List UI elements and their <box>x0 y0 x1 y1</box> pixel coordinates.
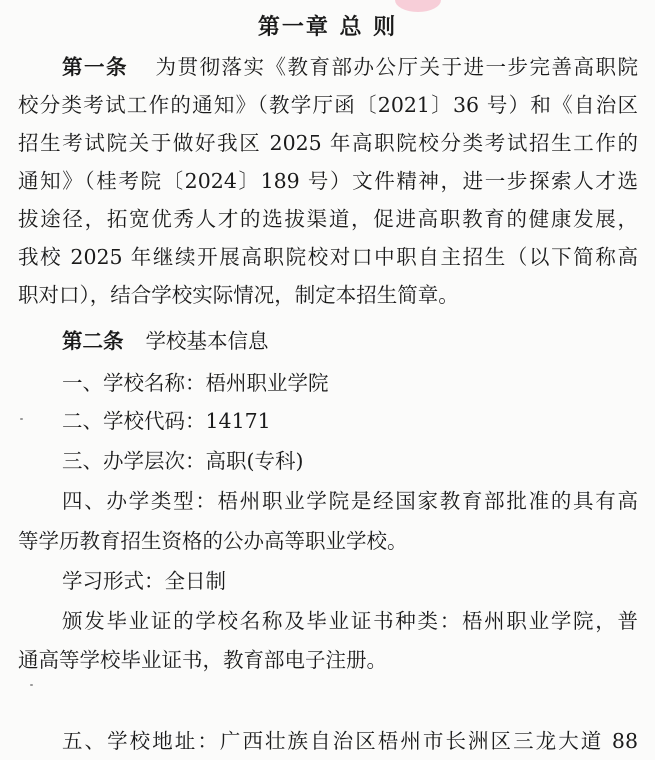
item-certificate-line-1: 颁发毕业证的学校名称及毕业证书种类：梧州职业学院，普 <box>62 609 638 633</box>
article2-label: 第二条 <box>62 329 124 353</box>
scan-speck <box>20 418 23 420</box>
article1-line-3: 招生考试院关于做好我区 2025 年高职院校分类考试招生工作的 <box>18 131 638 155</box>
item-certificate-line-2: 通高等学校毕业证书，教育部电子注册。 <box>18 648 387 672</box>
item-school-type-line-2: 等学历教育招生资格的公办高等职业学校。 <box>18 529 408 553</box>
article2-title: 学校基本信息 <box>145 329 269 353</box>
article1-label: 第一条 <box>62 55 128 79</box>
scan-speck <box>30 684 33 686</box>
article2-heading <box>62 326 638 356</box>
article1-text: 为贯彻落实《教育部办公厅关于进一步完善高职院 <box>154 55 638 79</box>
article1-line-1 <box>62 52 638 82</box>
item-school-name: 一、学校名称：梧州职业学院 <box>62 371 329 395</box>
chapter-title: 第一章 总 则 <box>257 15 398 40</box>
article1-line-2: 校分类考试工作的通知》（教学厅函〔2021〕36 号）和《自治区 <box>18 93 638 117</box>
article1-line-7: 职对口），结合学校实际情况，制定本招生简章。 <box>18 283 459 307</box>
article1-line-5: 拔途径，拓宽优秀人才的选拔渠道，促进高职教育的健康发展， <box>18 207 638 231</box>
item-school-code: 二、学校代码：14171 <box>62 409 271 433</box>
item-school-level: 三、办学层次：高职(专科) <box>62 449 304 473</box>
item-school-address: 五、学校地址：广西壮族自治区梧州市长洲区三龙大道 88 <box>62 729 638 753</box>
item-school-type-line-1: 四、办学类型：梧州职业学院是经国家教育部批准的具有高 <box>62 489 638 513</box>
article1-line-6: 我校 2025 年继续开展高职院校对口中职自主招生（以下简称高 <box>18 245 638 269</box>
article1-line-4: 通知》（桂考院〔2024〕189 号）文件精神，进一步探索人才选 <box>18 169 638 193</box>
item-study-form: 学习形式：全日制 <box>62 569 226 593</box>
